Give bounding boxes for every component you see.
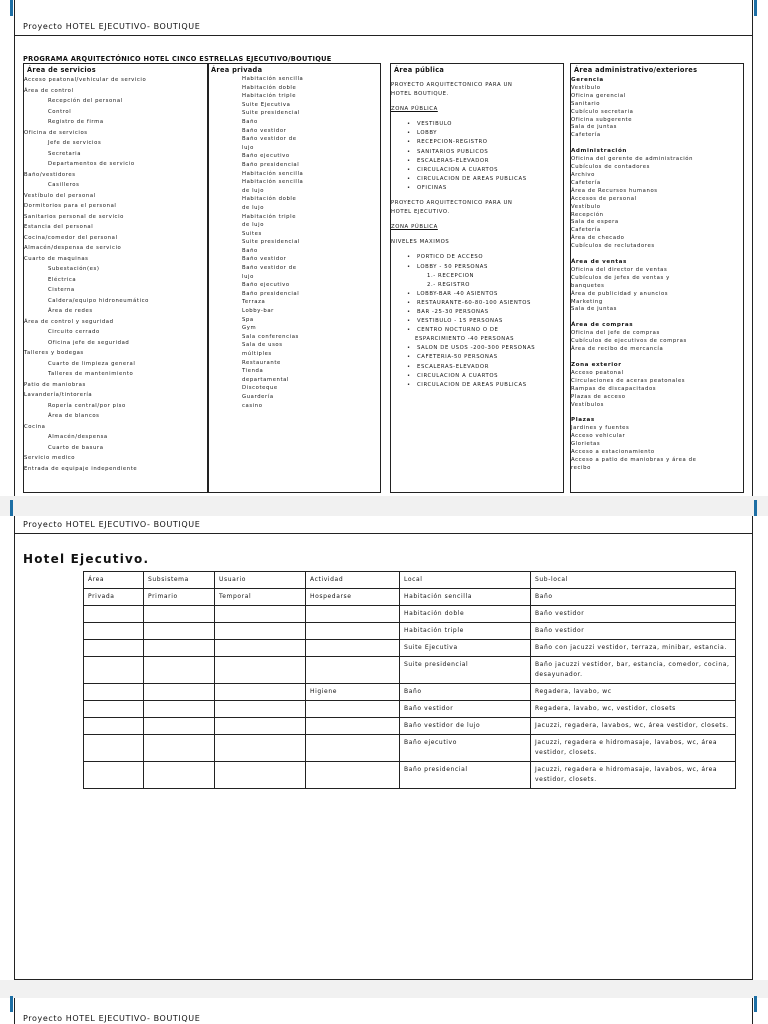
- program-line: múltiples: [242, 351, 272, 357]
- column-publica: [390, 63, 564, 493]
- column-title: Área pública: [394, 66, 445, 74]
- column-body: [391, 75, 563, 390]
- table-header-cell: Local: [400, 572, 531, 589]
- table-cell: [144, 657, 215, 684]
- table-row: [84, 735, 736, 762]
- table-cell: Regadera, lavabo, wc, vestidor, closets: [531, 701, 736, 718]
- program-line: Patio de maniobras: [24, 381, 86, 388]
- document-page-1: [14, 0, 753, 496]
- program-line: PROYECTO ARQUITECTONICO PARA UN: [391, 200, 513, 207]
- program-line: Dormitorios para el personal: [24, 203, 117, 209]
- table-row: [84, 589, 736, 606]
- column-administrativo: [570, 63, 744, 493]
- program-line: Servicio medico: [24, 455, 76, 461]
- program-line: Oficina subgerente: [571, 116, 633, 123]
- program-line: HOTEL EJECUTIVO.: [391, 209, 450, 216]
- table-cell: [84, 762, 144, 789]
- table-cell: [306, 718, 400, 735]
- table-cell: Privada: [84, 589, 144, 606]
- program-line: Área de Recursos humanos: [571, 187, 658, 194]
- program-line: Baño ejecutivo: [242, 282, 290, 289]
- program-line: Casilleros: [48, 182, 80, 188]
- program-line: [571, 140, 743, 146]
- program-line: Área de compras: [571, 322, 634, 329]
- program-line: Lobby-bar: [242, 308, 274, 315]
- program-line: Sala de juntas: [571, 306, 617, 313]
- program-line: Baño vestidor: [242, 127, 287, 134]
- program-line: recibo: [571, 464, 591, 471]
- table-cell: Higiene: [306, 684, 400, 701]
- program-line: HOTEL BOUTIQUE.: [391, 91, 449, 98]
- column-title: Área de servicios: [27, 66, 96, 74]
- program-line: Departamentos de servicio: [48, 161, 135, 167]
- program-line: Cocina: [24, 423, 46, 430]
- page-header: Proyecto HOTEL EJECUTIVO- BOUTIQUE: [23, 520, 201, 529]
- table-cell: Baño vestidor de lujo: [400, 718, 531, 735]
- program-line: Acceso a patio de maniobras y área de: [571, 456, 697, 463]
- page-corner-mark: [10, 996, 13, 1012]
- program-line: Registro de firma: [48, 119, 104, 125]
- program-line: • RECEPCION-REGISTRO: [391, 138, 563, 147]
- program-line: Cubículos de ejecutivos de compras: [571, 338, 687, 345]
- page-header: Proyecto HOTEL EJECUTIVO- BOUTIQUE: [23, 1014, 201, 1023]
- program-line: Jardines y fuentes: [571, 425, 630, 432]
- program-line: • RESTAURANTE-60-80-100 ASIENTOS: [391, 299, 563, 308]
- program-line: Oficina jefe de seguridad: [48, 339, 130, 346]
- program-line: Cocina/comedor del personal: [24, 234, 118, 241]
- program-line: Sala de juntas: [571, 124, 617, 131]
- program-line: Cuarto de maquinas: [24, 255, 89, 262]
- program-line: Cubículos de jefes de ventas y: [571, 274, 670, 281]
- table-cell: [306, 735, 400, 762]
- program-line: de lujo: [242, 187, 265, 194]
- program-line: Secretaria: [48, 150, 82, 157]
- table-cell: Baño jacuzzi vestidor, bar, estancia, comedor, cocina, desayunador.: [531, 657, 736, 684]
- program-line: PROYECTO ARQUITECTONICO PARA UN: [391, 82, 513, 88]
- program-line: Circulaciones de aceras peatonales: [571, 377, 686, 384]
- table-cell: [215, 762, 306, 789]
- program-line: departamental: [242, 376, 290, 383]
- table-row: [84, 684, 736, 701]
- table-cell: [215, 657, 306, 684]
- table-cell: Habitación triple: [400, 623, 531, 640]
- table-cell: Suite presidencial: [400, 657, 531, 684]
- program-line: Restaurante: [242, 359, 281, 366]
- table-cell: [84, 718, 144, 735]
- program-line: Gym: [242, 325, 257, 332]
- table-cell: Baño vestidor: [531, 623, 736, 640]
- program-line: [571, 354, 743, 360]
- program-line: Habitación triple: [242, 93, 297, 100]
- table-cell: Regadera, lavabo, wc: [531, 684, 736, 701]
- program-line: Zona exterior: [571, 362, 622, 368]
- program-line: Baño: [242, 118, 258, 125]
- program-line: Vestíbulo del personal: [24, 192, 96, 199]
- table-cell: Habitación sencilla: [400, 589, 531, 606]
- table-cell: [306, 606, 400, 623]
- program-line: Accesos de personal: [571, 195, 637, 202]
- program-line: Sanitarios personal de servicio: [24, 213, 124, 220]
- program-line: Cisterna: [48, 287, 75, 293]
- program-line: Oficina del director de ventas: [571, 266, 668, 273]
- document-page-2: [14, 516, 753, 980]
- program-line: Acceso vehicular: [571, 433, 626, 440]
- program-line: Suite presidencial: [242, 110, 301, 117]
- program-line: Estancia del personal: [24, 224, 94, 230]
- program-line: Sala conferencias: [242, 333, 299, 340]
- program-line: Habitación doble: [242, 84, 297, 91]
- program-line: • LOBBY: [391, 129, 563, 138]
- table-cell: [306, 640, 400, 657]
- page-corner-mark: [10, 0, 13, 16]
- program-line: Discoteque: [242, 385, 278, 392]
- table-header-cell: Actividad: [306, 572, 400, 589]
- program-line: 2.- REGISTRO: [427, 281, 470, 288]
- program-line: Cubículos de reclutadores: [571, 243, 655, 250]
- table-cell: Jacuzzi, regadera e hidromasaje, lavabos, wc, área vestidor, closets.: [531, 762, 736, 789]
- page-corner-mark: [10, 500, 13, 516]
- program-line: [571, 409, 743, 415]
- column-body: [24, 75, 208, 474]
- program-line: NIVELES MAXIMOS: [391, 239, 450, 246]
- program-line: ESPARCIMIENTO -40 PERSONAS: [415, 336, 515, 343]
- program-table: [83, 571, 736, 789]
- program-line: Baño presidencial: [242, 290, 300, 297]
- table-cell: Baño presidencial: [400, 762, 531, 789]
- page-header: Proyecto HOTEL EJECUTIVO- BOUTIQUE: [23, 22, 201, 31]
- table-header-cell: Área: [84, 572, 144, 589]
- program-line: Circuito cerrado: [48, 329, 100, 335]
- table-cell: Jacuzzi, regadera, lavabos, wc, área vestidor, closets.: [531, 718, 736, 735]
- program-line: Sala de espera: [571, 219, 619, 226]
- program-line: 1.- RECEPCION: [427, 272, 475, 279]
- program-line: • ESCALERAS-ELEVADOR: [391, 363, 563, 372]
- table-row: [84, 623, 736, 640]
- program-line: Baño/vestidores: [24, 171, 76, 178]
- program-line: • SANITARIOS PUBLICOS: [391, 148, 563, 157]
- program-line: Cafetería: [571, 227, 601, 234]
- table-cell: Primario: [144, 589, 215, 606]
- document-page-3: [14, 998, 753, 1024]
- table-cell: [144, 623, 215, 640]
- program-line: • BAR -25-30 PERSONAS: [391, 308, 563, 317]
- program-line: Gerencia: [571, 77, 604, 83]
- program-line: Suite Ejecutiva: [242, 101, 291, 108]
- program-line: Rampas de discapacitados: [571, 385, 657, 392]
- program-line: Baño vestidor: [242, 256, 287, 263]
- table-cell: Baño vestidor: [400, 701, 531, 718]
- program-line: Área de checado: [571, 235, 625, 242]
- program-line: Marketing: [571, 298, 603, 305]
- program-line: Suites: [242, 230, 262, 237]
- program-line: • ESCALERAS-ELEVADOR: [391, 157, 563, 166]
- table-cell: [215, 735, 306, 762]
- table-row: [84, 606, 736, 623]
- program-line: Área de recibo de mercancía: [571, 346, 664, 353]
- table-cell: [144, 606, 215, 623]
- program-line: • CENTRO NOCTURNO O DE: [391, 326, 563, 335]
- program-line: lujo: [242, 144, 254, 151]
- program-line: Habitación doble: [242, 196, 297, 203]
- program-line: Cuarto de limpieza general: [48, 360, 136, 367]
- program-line: Acceso peatonal: [571, 369, 624, 376]
- table-cell: [306, 657, 400, 684]
- program-line: Vestíbulo: [571, 84, 601, 91]
- program-line: Oficina del gerente de administración: [571, 156, 694, 163]
- program-line: Baño ejecutivo: [242, 153, 290, 160]
- column-body: [571, 77, 743, 473]
- table-cell: [215, 718, 306, 735]
- program-line: Recepción: [571, 211, 604, 218]
- table-cell: [215, 701, 306, 718]
- table-cell: [215, 606, 306, 623]
- program-line: lujo: [242, 273, 254, 280]
- column-body: [208, 75, 380, 410]
- program-line: Almacén/despensa: [48, 434, 108, 440]
- table-row: [84, 701, 736, 718]
- program-line: Talleres de mantenimiento: [48, 371, 134, 377]
- table-cell: [84, 623, 144, 640]
- table-cell: Baño con jacuzzi vestidor, terraza, minibar, estancia.: [531, 640, 736, 657]
- table-cell: Suite Ejecutiva: [400, 640, 531, 657]
- table-cell: [306, 701, 400, 718]
- program-line: Cafetería: [571, 179, 601, 186]
- column-title: Área administrativo/exteriores: [574, 66, 698, 74]
- table-cell: [144, 684, 215, 701]
- table-row: [84, 718, 736, 735]
- table-cell: Hospedarse: [306, 589, 400, 606]
- program-line: Plazas: [571, 417, 595, 424]
- program-line: Sala de usos: [242, 342, 283, 349]
- page-title: Hotel Ejecutivo.: [23, 552, 150, 566]
- program-line: [571, 251, 743, 257]
- table-cell: Baño: [400, 684, 531, 701]
- program-line: Habitación triple: [242, 213, 297, 220]
- program-line: Cuarto de basura: [48, 444, 104, 451]
- page-gap: [0, 980, 768, 998]
- table-cell: [144, 718, 215, 735]
- program-line: Terraza: [242, 299, 266, 306]
- table-cell: [144, 701, 215, 718]
- program-line: Subestación(es): [48, 266, 100, 272]
- program-line: • CIRCULACION A CUARTOS: [391, 372, 563, 381]
- program-line: Habitación sencilla: [242, 170, 304, 177]
- program-line: Suite presidencial: [242, 239, 301, 246]
- program-line: Área de redes: [48, 308, 93, 314]
- program-line: • CIRCULACION A CUARTOS: [391, 166, 563, 175]
- column-title: Área privada: [211, 66, 263, 74]
- program-line: Control: [48, 108, 72, 115]
- program-line: • LOBBY-BAR -40 ASIENTOS: [391, 290, 563, 299]
- program-line: banquetes: [571, 282, 605, 289]
- program-line: • CAFETERIA-50 PERSONAS: [391, 353, 563, 362]
- table-header-cell: Sub-local: [531, 572, 736, 589]
- table-header-cell: Subsistema: [144, 572, 215, 589]
- program-line: • CIRCULACION DE AREAS PUBLICAS: [391, 175, 563, 184]
- program-line: ZONA PÚBLICA: [391, 106, 438, 113]
- table-cell: [306, 623, 400, 640]
- program-line: Sanitario: [571, 100, 601, 107]
- table-cell: [84, 606, 144, 623]
- program-line: Glorietas: [571, 441, 601, 448]
- table-cell: [144, 735, 215, 762]
- program-line: ZONA PÚBLICA: [391, 224, 438, 231]
- table-cell: [84, 735, 144, 762]
- program-line: Vestíbulo: [571, 203, 601, 210]
- table-cell: [144, 640, 215, 657]
- program-line: • VESTIBULO - 15 PERSONAS: [391, 317, 563, 326]
- program-title: PROGRAMA ARQUITECTÓNICO HOTEL CINCO ESTRELLAS EJECUTIVO/BOUTIQUE: [23, 55, 332, 63]
- page-corner-mark: [754, 996, 757, 1012]
- table-cell: Jacuzzi, regadera e hidromasaje, lavabos, wc, área vestidor, closets.: [531, 735, 736, 762]
- program-line: Área de ventas: [571, 259, 627, 266]
- program-line: Entrada de equipaje independiente: [24, 465, 138, 472]
- program-line: • PORTICO DE ACCESO: [391, 253, 563, 262]
- program-line: Almacén/despensa de servicio: [24, 245, 122, 251]
- program-line: Talleres y bodegas: [24, 350, 84, 356]
- program-line: [571, 314, 743, 320]
- program-line: • VESTIBULO: [391, 120, 563, 129]
- program-line: Acceso a estacionamiento: [571, 449, 655, 456]
- table-row: [84, 657, 736, 684]
- program-line: Área de publicidad y anuncios: [571, 290, 669, 297]
- program-line: Baño: [242, 247, 258, 254]
- program-line: Oficina gerencial: [571, 92, 626, 99]
- program-line: Cubículos de contadores: [571, 164, 650, 171]
- program-line: Tienda: [242, 368, 264, 375]
- program-line: Eléctrica: [48, 276, 77, 283]
- page-gap: [0, 496, 768, 516]
- table-cell: [84, 701, 144, 718]
- table-cell: Baño ejecutivo: [400, 735, 531, 762]
- column-privada: [207, 63, 381, 493]
- table-cell: [84, 657, 144, 684]
- program-line: Plazas de acceso: [571, 393, 626, 400]
- column-servicios: [23, 63, 209, 493]
- table-cell: [215, 640, 306, 657]
- program-line: Guardería: [242, 393, 274, 400]
- program-line: Baño vestidor de: [242, 265, 297, 272]
- table-cell: Temporal: [215, 589, 306, 606]
- table-cell: Baño vestidor: [531, 606, 736, 623]
- page-corner-mark: [754, 0, 757, 16]
- program-line: Archivo: [571, 171, 596, 178]
- program-line: Área de blancos: [48, 413, 100, 419]
- program-line: Área de control: [24, 87, 74, 94]
- program-line: Recepción del personal: [48, 98, 123, 104]
- program-line: Spa: [242, 316, 254, 323]
- header-divider: [15, 35, 752, 36]
- program-line: Oficina del jefe de compras: [571, 330, 660, 337]
- program-line: Vestíbulos: [571, 401, 604, 408]
- program-line: Acceso peatonal/vehicular de servicio: [24, 77, 147, 83]
- program-line: Habitación sencilla: [242, 179, 304, 186]
- table-cell: [215, 623, 306, 640]
- program-line: • CIRCULACION DE AREAS PUBLICAS: [391, 381, 563, 390]
- program-line: Caldera/equipo hidroneumático: [48, 297, 149, 304]
- table-cell: Baño: [531, 589, 736, 606]
- table-cell: [215, 684, 306, 701]
- program-line: Cubículo secretaria: [571, 108, 634, 115]
- program-line: Jefe de servicios: [48, 140, 102, 146]
- program-line: Habitación sencilla: [242, 76, 304, 82]
- program-line: Cafetería: [571, 132, 601, 139]
- program-line: Administración: [571, 148, 627, 155]
- program-line: Oficina de servicios: [24, 129, 88, 136]
- table-row: [84, 762, 736, 789]
- table-cell: [306, 762, 400, 789]
- program-line: Lavandería/tintorería: [24, 392, 93, 398]
- program-line: Ropería central/por piso: [48, 402, 126, 409]
- table-row: [84, 640, 736, 657]
- program-line: casino: [242, 402, 263, 409]
- program-line: Área de control y seguridad: [24, 318, 114, 325]
- program-line: • OFICINAS: [391, 184, 563, 193]
- page-corner-mark: [754, 500, 757, 516]
- table-header-cell: Usuario: [215, 572, 306, 589]
- table-cell: [84, 640, 144, 657]
- program-line: • LOBBY - 50 PERSONAS: [391, 263, 563, 272]
- header-divider: [15, 533, 752, 534]
- program-line: • SALON DE USOS -200-300 PERSONAS: [391, 344, 563, 353]
- program-line: de lujo: [242, 222, 265, 229]
- program-line: Baño vestidor de: [242, 136, 297, 143]
- program-line: de lujo: [242, 204, 265, 211]
- program-line: Baño presidencial: [242, 161, 300, 168]
- table-cell: [144, 762, 215, 789]
- table-cell: [84, 684, 144, 701]
- table-cell: Habitación doble: [400, 606, 531, 623]
- table-header-row: [84, 572, 736, 589]
